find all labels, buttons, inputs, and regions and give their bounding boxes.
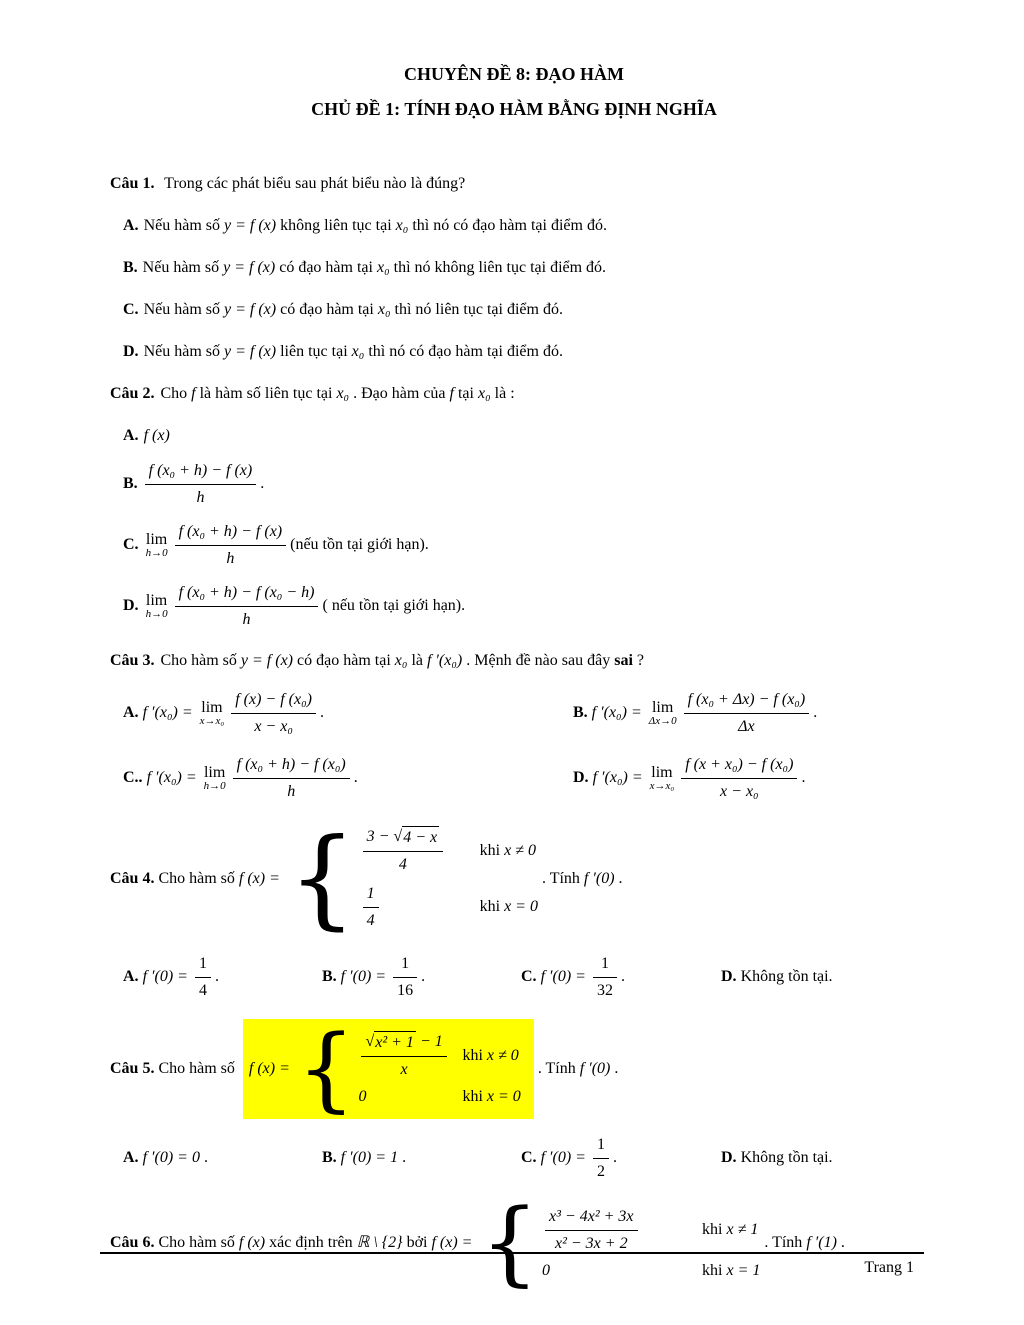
question-1-option-a [110,213,918,239]
text-segment: x₀ [477,385,491,402]
fraction [545,1205,638,1256]
option-tail: . [813,704,818,722]
fraction [684,688,810,739]
text-segment: Cho [160,385,192,402]
fraction [233,753,350,804]
text-segment: x₀ [351,343,365,360]
option-math: f ′(0) = 0 [142,1148,200,1166]
case-condition: khi x ≠ 0 [462,1046,519,1064]
option-tail: . [801,769,806,787]
text-segment: Nếu hàm số [143,343,224,360]
sqrt-radical: √ 4 − x [393,826,439,849]
option-label: C.. [123,769,143,787]
option-tail: . [402,1148,407,1166]
question-4-option-c [508,952,708,1003]
option-tail: . [612,1148,617,1166]
fraction-numerator: f (x₀ + Δx) − f (x₀) [684,688,810,714]
stem-text: . Tính [541,869,580,887]
option-label: C. [521,968,537,986]
option-label: A. [123,968,139,986]
option-tail: . [620,968,625,986]
fraction-denominator: x [400,1061,408,1078]
question-2-stem-text [160,385,514,402]
option-tail: . [353,769,358,787]
text-segment: ℝ \ {2} [356,1233,403,1251]
fraction-numerator: f (x₀ + h) − f (x₀ − h) [175,581,319,607]
page-number: Trang 1 [864,1259,914,1276]
fraction [681,753,797,804]
text-segment: liên tục tại [276,343,352,360]
fraction [363,882,379,933]
option-label: A. [123,427,139,444]
text-segment: Cho hàm số [160,652,241,669]
case-row-1 [542,1205,760,1256]
option-text [144,217,607,234]
lim-word: lim [651,764,673,781]
question-1-stem [110,171,918,197]
question-2-option-c [110,520,918,571]
function-lhs: f (x) = [238,869,280,887]
fraction-numerator: { x³ − 4x² + 3x [545,1205,638,1231]
question-4-options [110,952,918,1003]
doc-title: CHUYÊN ĐỀ 8: ĐẠO HÀM [404,64,624,84]
question-5-options [110,1133,918,1184]
option-label: B. [123,475,138,493]
option-label: D. [573,769,589,787]
stem-text: . Tính [537,1059,576,1077]
option-label: C. [123,301,139,318]
option-math: f ′(0) = [540,968,586,986]
fraction-numerator: 1 [593,1133,609,1159]
question-5-option-b [309,1133,508,1184]
text-segment: sai [614,652,633,669]
question-3-stem-text [160,652,644,669]
question-4-option-d [708,952,918,1003]
fraction-numerator: 1 [363,882,379,908]
fraction [175,520,287,571]
case-condition: khi x = 0 [462,1088,521,1105]
text-segment: y = f (x) [224,301,277,318]
fraction-denominator: 4 [398,856,407,873]
text-segment: thì nó có đạo hàm tại điểm đó. [364,343,563,360]
fraction-numerator: f (x + x₀) − f (x₀) [681,753,797,779]
question-5-stem [110,1019,918,1119]
lim-subscript: h→0 [145,547,168,559]
question-1-stem-text: Trong các phát biểu sau phát biểu nào là đúng? [164,175,466,192]
fraction-denominator: 4 [366,912,375,929]
text-segment: tại [453,385,478,402]
piecewise-cases [480,1200,760,1287]
sqrt-radical: √ { x² + 1 [365,1031,415,1054]
option-text [144,301,563,318]
option-math: f ′(0) = [142,968,188,986]
question-5-option-c [508,1133,708,1184]
question-3-label: Câu 3. [110,652,155,669]
fraction [593,952,617,1003]
option-text: Không tồn tại. [740,968,833,986]
option-tail: (nếu tồn tại giới hạn). [290,536,429,554]
option-math: f ′(0) = [340,968,387,986]
limit-operator [650,765,675,792]
option-lhs: f ′(x₀) = [142,704,193,722]
option-tail: ( nếu tồn tại giới hạn). [322,597,466,615]
case-condition: khi x = 1 [702,1261,761,1279]
option-math: f (x) [143,427,170,444]
lim-word: lim [145,531,168,548]
lim-subscript: Δx→0 [648,715,677,727]
text-segment: f (x) [238,1233,266,1251]
limit-operator [204,765,226,792]
question-2-label: Câu 2. [110,385,155,402]
option-label: D. [123,343,139,360]
stem-text: . [840,1233,845,1251]
question-4-label: Câu 4. [110,869,155,887]
text-segment: có đạo hàm tại [276,301,378,318]
text-segment: ? [632,652,644,669]
option-tail: . [260,475,265,493]
fraction-denominator: h [287,783,296,800]
text-segment: thì nó có đạo hàm tại điểm đó. [408,217,607,234]
option-tail: . [421,968,426,986]
stem-text: . [614,1059,619,1077]
text-segment: có đạo hàm tại [275,259,377,276]
fraction-denominator: h [226,550,235,567]
option-label: A. [123,217,139,234]
fraction-numerator: f (x₀ + h) − f (x) [145,459,257,485]
option-label: B. [123,259,138,276]
fraction-denominator: 32 [596,982,613,999]
question-2-option-a [110,423,918,449]
question-4-option-b [309,952,508,1003]
question-2-option-d [110,581,918,632]
fraction-numerator: { 3 − √ 4 − x [363,825,443,852]
text-segment: y = f (x) [224,217,277,234]
text-segment: Nếu hàm số [143,217,224,234]
option-tail: . [214,968,219,986]
text-segment: không liên tục tại [276,217,396,234]
option-text [143,259,606,276]
fraction-numerator: f (x₀ + h) − f (x) [175,520,287,546]
stem-text: . Tính [764,1233,803,1251]
lim-word: lim [201,699,223,716]
text-segment: bởi [402,1233,428,1251]
fraction-denominator: x² − 3x + 2 [554,1234,628,1252]
fraction [363,825,443,877]
fraction-numerator: 1 [195,952,211,978]
fraction [145,459,257,510]
case-value: 0 [542,1261,551,1279]
question-3-options-row-2 [110,753,918,804]
option-label: B. [322,1148,337,1166]
fraction [195,952,211,1003]
question-5-label: Câu 5. [110,1059,155,1077]
lim-word: lim [145,592,168,609]
question-2-option-b [110,459,918,510]
highlight-box [243,1019,534,1119]
case-row-1 [358,1030,520,1082]
option-label: D. [721,1148,737,1166]
fraction-numerator: 1 [593,952,617,978]
option-label: A. [123,1148,139,1166]
derivative-target: f ′(0) [583,869,615,887]
text-segment: có đạo hàm tại [293,652,395,669]
text-segment: là [407,652,427,669]
limit-operator [146,532,168,559]
lim-subscript: x→x₀ [649,780,675,792]
option-label: C. [123,536,139,554]
text-segment: x₀ [394,652,408,669]
limit-operator [649,700,677,727]
piecewise-cases [297,1025,521,1113]
limit-operator [200,700,225,727]
option-text: Không tồn tại. [740,1148,833,1166]
text-segment: f [191,385,196,402]
text-segment: y = f (x) [240,652,294,669]
case-row-2 [542,1261,760,1282]
text-segment: . Đạo hàm của [349,385,450,402]
lim-subscript: h→0 [203,780,226,792]
question-3-option-c [110,753,560,804]
question-1-option-b [110,255,918,281]
case-condition: khi x ≠ 1 [702,1220,759,1238]
stem-text [158,1233,427,1254]
lim-subscript: x→x₀ [199,715,225,727]
stem-text: Cho hàm số [158,869,235,887]
piecewise-cases [288,820,538,938]
text-segment: y = f (x) [223,259,276,276]
fraction-denominator: Δx [738,718,755,735]
text-segment: thì nó không liên tục tại điểm đó. [389,259,607,276]
fraction-denominator: 4 [198,982,207,999]
question-5-option-d [708,1133,918,1184]
fraction [393,952,417,1003]
question-5 [110,1019,918,1184]
fraction-denominator: x − x₀ [720,783,759,800]
option-text [144,343,563,360]
function-lhs: f (x) = [248,1059,290,1077]
case-row-1 [360,825,538,877]
option-lhs: f ′(x₀) = [146,769,197,787]
derivative-target: f ′(0) [579,1059,611,1077]
question-2-stem [110,381,918,407]
function-lhs: f (x) = [431,1233,473,1251]
question-3 [110,648,918,804]
case-row-2 [358,1087,520,1108]
doc-subtitle: CHỦ ĐỀ 1: TÍNH ĐẠO HÀM BẰNG ĐỊNH NGHĨA [311,99,717,119]
text-segment: x₀ [395,217,409,234]
text-segment: là hàm số liên tục tại [195,385,337,402]
lim-word: lim [651,699,674,716]
question-3-options-row-1 [110,688,918,739]
option-label: B. [322,968,337,986]
option-math: f ′(0) = [540,1148,586,1166]
question-1 [110,171,918,365]
fraction-numerator: √ { x² + 1 − 1 [361,1030,446,1057]
fraction-numerator: f (x₀ + h) − f (x₀) [233,753,350,779]
question-6 [110,1200,918,1287]
fraction [361,1030,446,1082]
option-label: D. [123,597,139,615]
text-segment: Nếu hàm số [143,301,224,318]
text-segment: f ′(x₀) [426,652,463,669]
limit-operator [146,593,168,620]
question-4-stem [110,820,918,938]
fraction-numerator: 1 [393,952,417,978]
fraction-numerator: f (x) − f (x₀) [231,688,316,714]
question-4 [110,820,918,1003]
question-6-label: Câu 6. [110,1233,155,1251]
question-5-option-a [110,1133,309,1184]
fraction [593,1133,609,1184]
option-label: B. [573,704,588,722]
text-segment: Cho hàm số [158,1233,239,1251]
question-3-option-a [110,688,560,739]
stem-text: . [618,869,623,887]
text-segment: là : [490,385,515,402]
fraction [175,581,319,632]
footer-rule [100,1252,924,1254]
option-lhs: f ′(x₀) = [592,769,643,787]
text-segment: . Mệnh đề nào sau đây [462,652,615,669]
option-label: D. [721,968,737,986]
case-row-2 [360,882,538,933]
question-4-option-a [110,952,309,1003]
case-condition: khi x = 0 [479,898,538,916]
question-3-option-b [560,688,918,739]
option-math: f ′(0) = 1 [340,1148,399,1166]
lim-subscript: h→0 [145,608,168,620]
fraction [231,688,316,739]
fraction-denominator: 16 [397,982,414,999]
stem-text: Cho hàm số [158,1059,235,1077]
text-segment: y = f (x) [224,343,277,360]
option-tail: . [203,1148,208,1166]
question-1-option-c [110,297,918,323]
question-3-option-d [560,753,918,804]
case-value: 0 [358,1088,367,1105]
option-label: A. [123,704,139,722]
fraction-denominator: 2 [596,1162,605,1180]
text-segment: f [449,385,454,402]
question-3-stem [110,648,918,674]
fraction-denominator: h [196,489,205,506]
question-1-label: Câu 1. [110,175,155,192]
question-6-stem [110,1200,918,1287]
fraction-denominator: x − x₀ [254,718,293,735]
option-tail: . [319,704,324,722]
question-1-option-d [110,339,918,365]
text-segment: x₀ [376,259,390,276]
case-condition: khi x ≠ 0 [479,841,536,859]
question-2 [110,381,918,632]
option-lhs: f ′(x₀) = [591,704,642,722]
text-segment: thì nó liên tục tại điểm đó. [390,301,563,318]
text-segment: x₀ [336,385,350,402]
text-segment: x₀ [377,301,391,318]
text-segment: Nếu hàm số [142,259,224,276]
option-label: C. [521,1148,537,1166]
lim-word: lim [203,764,226,781]
text-segment: xác định trên [265,1233,357,1251]
fraction-denominator: h [242,611,251,628]
derivative-target: f ′(1) [806,1233,837,1251]
